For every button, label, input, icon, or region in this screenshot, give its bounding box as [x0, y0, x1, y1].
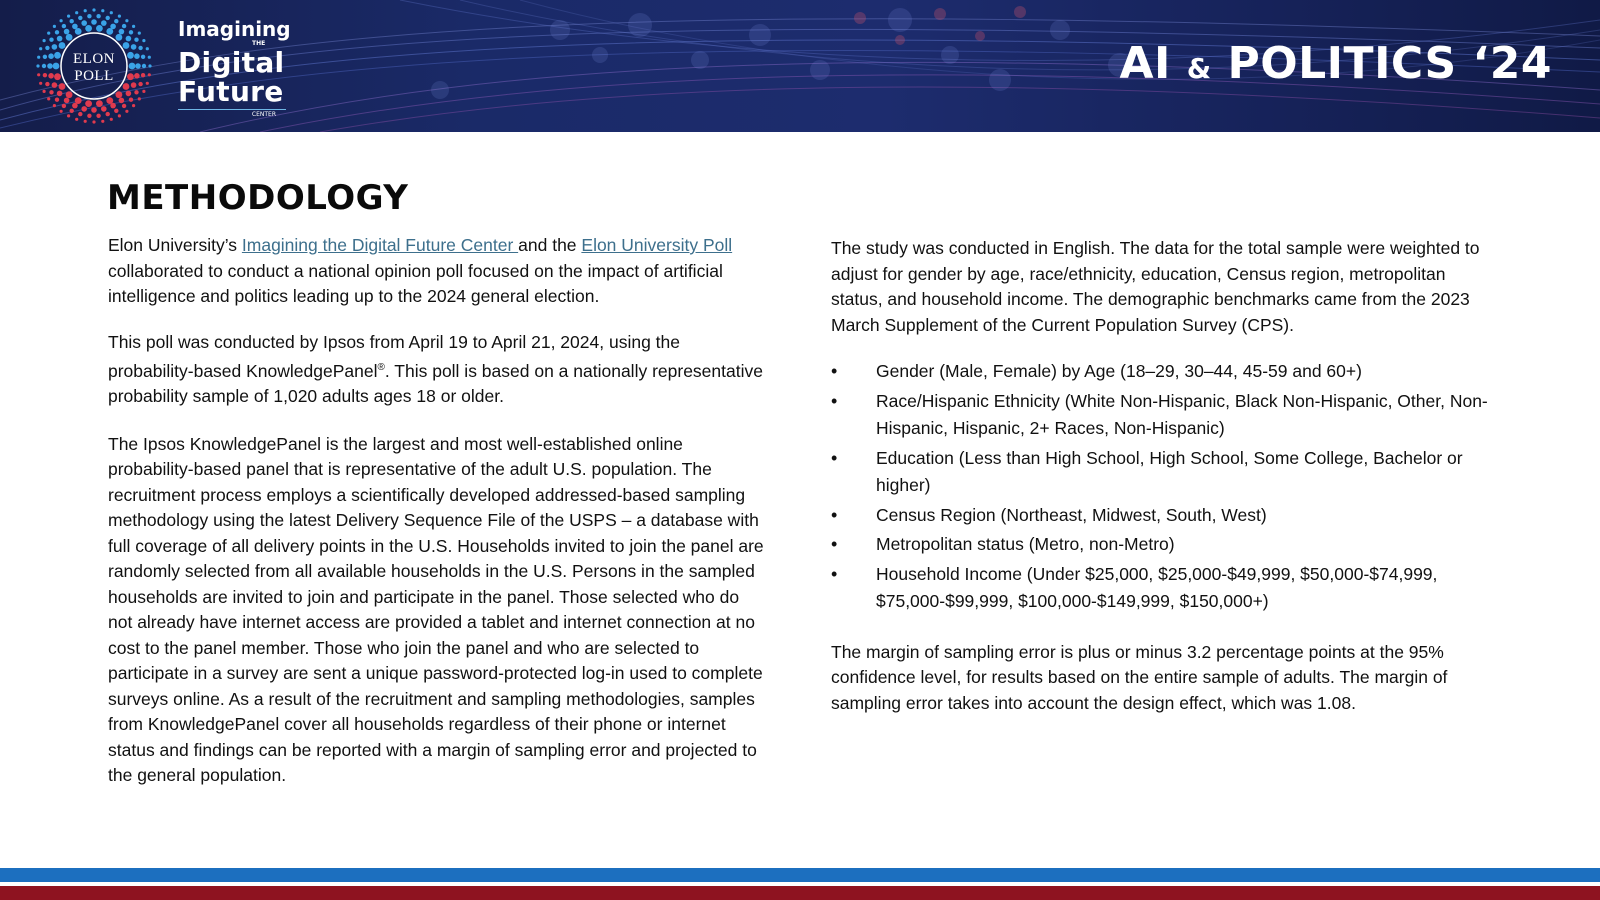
seal-dot [67, 114, 70, 117]
bullet-icon: • [831, 390, 838, 411]
seal-dot [84, 9, 87, 12]
wordmark-digital: Digital [178, 46, 285, 79]
seal-dot [132, 25, 135, 28]
intro-text-suffix: collaborated to conduct a national opinion poll focused on the impact of artificial intelligence and politics leading up to the 2024 general election. [108, 260, 723, 306]
list-item-text: Education (Less than High School, High School, Some College, Bachelor or higher) [876, 447, 1463, 495]
seal-dot [45, 46, 49, 50]
seal-dot [47, 97, 50, 100]
seal-dot [101, 120, 104, 123]
header-banner [0, 0, 1600, 132]
list-item [831, 502, 1491, 530]
list-item-text: Household Income (Under $25,000, $25,000-$49,999, $50,000-$74,999, $75,000-$99,999, $100,000-$149,999, $150,000+) [876, 563, 1438, 611]
bullet-icon: • [831, 563, 838, 584]
imagining-digital-future-link[interactable]: Imagining the Digital Future Center [241, 235, 519, 255]
registered-mark: ® [377, 362, 385, 373]
seal-dot [92, 120, 95, 123]
seal-dot [87, 14, 91, 18]
seal-dot [52, 44, 58, 50]
intro-text-prefix: Elon University’s [108, 235, 242, 255]
seal-dot [66, 91, 73, 98]
seal-dot [142, 39, 145, 42]
seal-dot [75, 118, 78, 121]
seal-dot [60, 19, 63, 22]
seal-dot [81, 106, 87, 112]
left-column [108, 233, 768, 811]
ipsos-text-suffix: . This poll is based on a nationally representative probability sample of 1,020 adults ages 18 or older. [108, 360, 763, 407]
seal-dot [122, 24, 126, 28]
intro-text-mid: and the [518, 235, 582, 255]
seal-text-elon: ELON [73, 51, 115, 67]
seal-dot [134, 38, 138, 42]
seal-dot [59, 42, 66, 49]
list-item [831, 531, 1491, 559]
ipsos-paragraph [108, 330, 768, 410]
seal-dot [96, 25, 103, 32]
seal-dot [53, 104, 56, 107]
seal-dot [106, 16, 110, 20]
seal-dot [126, 91, 132, 97]
seal-dot [57, 91, 63, 97]
weighting-paragraph: The study was conducted in English. The data for the total sample were weighted to adjust for gender by age, race/ethnicity, education, Census region, metropolitan status, and household income. The demographic benchmarks came from the 2023 March Supplement of the Current Population Survey (CPS). [831, 238, 1480, 335]
seal-dot [114, 19, 118, 23]
seal-dot [125, 110, 128, 113]
seal-dot [85, 25, 92, 32]
seal-dot [110, 11, 113, 14]
seal-dot [57, 36, 63, 42]
seal-dot [116, 34, 123, 41]
imagining-digital-future-logo [178, 18, 298, 118]
seal-dot [119, 29, 125, 35]
seal-dot [123, 42, 130, 49]
banner-title-politics: POLITICS ‘24 [1211, 38, 1552, 89]
elon-poll-logo [36, 8, 152, 124]
seal-dot [110, 24, 116, 30]
seal-dot [110, 118, 113, 121]
seal-dot [43, 90, 46, 93]
seal-dot [62, 104, 66, 108]
bullet-icon: • [831, 504, 838, 525]
wordmark-imagining: Imagining [178, 17, 291, 41]
seal-dot [106, 112, 110, 116]
footer-stripe-red [0, 886, 1600, 900]
list-item-text: Census Region (Northeast, Midwest, South, West) [876, 504, 1267, 525]
seal-dot [138, 32, 141, 35]
intro-paragraph [108, 233, 768, 310]
banner-title-amp: & [1186, 52, 1212, 85]
seal-dot [122, 104, 126, 108]
seal-dot [118, 114, 121, 117]
seal-dot [138, 97, 141, 100]
wordmark-the: THE [252, 40, 266, 47]
seal-dot [142, 90, 145, 93]
seal-dot [39, 47, 42, 50]
seal-dot [101, 20, 107, 26]
seal-dot [101, 9, 104, 12]
list-item [831, 561, 1491, 616]
seal-dot [92, 8, 95, 11]
seal-dot [49, 90, 53, 94]
seal-dot [129, 30, 133, 34]
list-item-text: Metropolitan status (Metro, non-Metro) [876, 534, 1175, 554]
list-item [831, 445, 1491, 500]
seal-dot [78, 112, 82, 116]
bullet-icon: • [831, 361, 838, 381]
seal-dot [81, 20, 87, 26]
wordmark-future: Future [178, 75, 284, 108]
seal-dot [70, 109, 74, 113]
seal-dot [118, 15, 121, 18]
seal-dot [84, 120, 87, 123]
seal-dot [49, 38, 53, 42]
seal-dot [116, 91, 123, 98]
bullet-icon: • [831, 447, 838, 468]
seal-dot [91, 107, 97, 113]
seal-dot [126, 36, 132, 42]
right-column [831, 236, 1491, 738]
list-item [831, 388, 1491, 443]
seal-dot [43, 39, 46, 42]
seal-dot [62, 24, 66, 28]
list-item-text: Gender (Male, Female) by Age (18–29, 30–44, 45-59 and 60+) [876, 361, 1362, 381]
seal-dot [64, 29, 70, 35]
seal-dot [70, 19, 74, 23]
seal-dot [146, 47, 149, 50]
knowledgepanel-paragraph: The Ipsos KnowledgePanel is the largest and most well-established online probability-based panel that is representative of the adult U.S. population. The recruitment process employs a scientifically developed addressed-based sampling methodology using the latest Delivery Sequence File of the USPS – a database with full coverage of all delivery points in the U.S. Households invited to join the panel are randomly selected from all available households in the U.S. Persons in the sampled households are invited to join and participate in the panel. Those selected who do not already have internet access are provided a tablet and internet connection at no cost to the panel member. Those who join the panel and who are selected to participate in a survey are sent a unique password-protected log-in used to complete surveys online. As a result of the recruitment and sampling methodologies, samples from KnowledgePanel cover all households regardless of their phone or internet status and findings can be reported with a margin of sampling error and projected to the general population. [108, 433, 764, 786]
margin-of-error-paragraph: The margin of sampling error is plus or minus 3.2 percentage points at the 95% confidence level, for results based on the entire sample of adults. The margin of sampling error takes into account the design effect, which was 1.08. [831, 641, 1448, 713]
seal-dot [110, 103, 116, 109]
wordmark-center: CENTER [178, 109, 286, 118]
seal-dot [60, 110, 63, 113]
ipsos-text-prefix: This poll was conducted by Ipsos from April 19 to April 21, 2024, using the probability-based KnowledgePanel [108, 331, 680, 381]
seal-dot [47, 32, 50, 35]
seal-dot [55, 30, 59, 34]
elon-university-poll-link[interactable]: Elon University Poll [581, 235, 733, 255]
seal-text-poll: POLL [74, 68, 114, 84]
logo-group [36, 8, 296, 126]
footer-stripe-blue [0, 868, 1600, 882]
seal-dot [72, 24, 78, 30]
page-title: METHODOLOGY [107, 178, 409, 218]
seal-dot [138, 46, 142, 50]
banner-title-ai: AI [1119, 38, 1187, 89]
seal-dot [72, 103, 78, 109]
list-item-text: Race/Hispanic Ethnicity (White Non-Hispanic, Black Non-Hispanic, Other, Non-Hispanic, Hispanic, 2+ Races, Non-Hispanic) [876, 390, 1488, 438]
seal-dot [125, 19, 128, 22]
banner-title [1120, 38, 1553, 89]
weighting-variables-list [831, 358, 1491, 616]
seal-dot [119, 98, 125, 104]
seal-dot [114, 109, 118, 113]
seal-dot [53, 25, 56, 28]
seal-dot [67, 15, 70, 18]
seal-dot [132, 104, 135, 107]
seal-dot [129, 98, 133, 102]
seal-dot [85, 100, 92, 107]
seal-dot [87, 114, 91, 118]
seal-dot [96, 100, 103, 107]
seal-dot [91, 19, 97, 25]
list-item [831, 358, 1491, 386]
seal-dot [134, 90, 138, 94]
seal-dot [96, 14, 100, 18]
seal-dot [75, 11, 78, 14]
seal-dot [96, 114, 100, 118]
seal-dot [78, 16, 82, 20]
seal-dot [101, 106, 107, 112]
seal-dot [66, 34, 73, 41]
seal-dot [64, 98, 70, 104]
bullet-icon: • [831, 534, 838, 554]
seal-dot [55, 98, 59, 102]
seal-dot [131, 44, 137, 50]
